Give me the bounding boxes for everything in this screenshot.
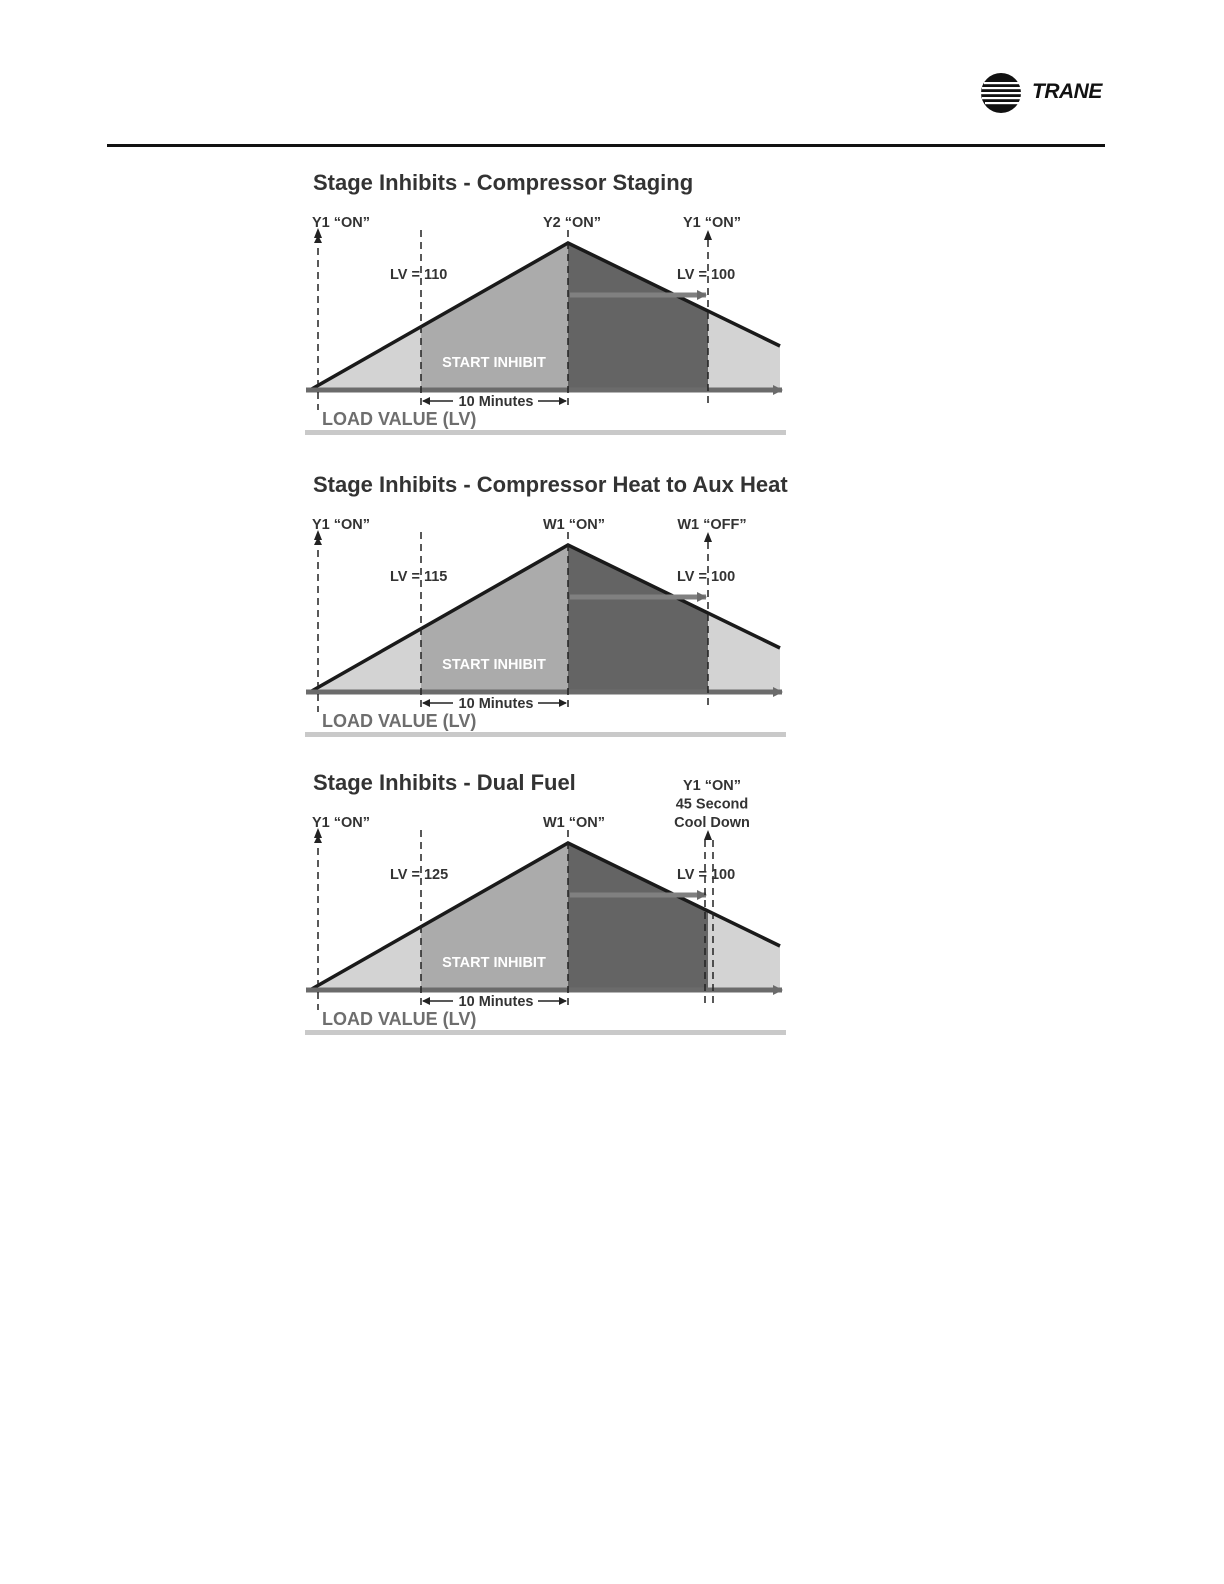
diagram-1 xyxy=(305,170,786,435)
lv-threshold-label: LV = 115 xyxy=(390,569,448,585)
load-value-axis-label: LOAD VALUE (LV) xyxy=(322,711,477,731)
start-event-label: Y1 “ON” xyxy=(312,215,371,231)
diagram-baseline-bar xyxy=(305,430,786,435)
end-event-arrow-icon xyxy=(704,830,712,840)
end-event-label: 45 Second xyxy=(675,796,749,813)
end-event-label: W1 “OFF” xyxy=(677,517,747,533)
diagram-baseline-bar xyxy=(305,1030,786,1035)
load-value-axis-label: LOAD VALUE (LV) xyxy=(322,1009,477,1029)
lv-release-label: LV = 100 xyxy=(677,867,736,883)
start-inhibit-label: START INHIBIT xyxy=(442,657,546,673)
end-event-arrow-icon xyxy=(704,230,712,240)
post-release-region xyxy=(708,911,780,990)
diagram-title: Stage Inhibits - Compressor Heat to Aux Heat xyxy=(313,472,788,497)
duration-label: 10 Minutes xyxy=(458,994,534,1010)
load-value-axis-label: LOAD VALUE (LV) xyxy=(322,409,477,429)
diagram-3 xyxy=(305,770,786,1035)
peak-event-label: W1 “ON” xyxy=(543,815,606,831)
lv-release-label: LV = 100 xyxy=(677,267,736,283)
duration-label: 10 Minutes xyxy=(458,696,534,712)
peak-event-label: W1 “ON” xyxy=(543,517,606,533)
duration-label: 10 Minutes xyxy=(458,394,534,410)
diagram-title: Stage Inhibits - Compressor Staging xyxy=(313,170,694,195)
lv-threshold-label: LV = 110 xyxy=(390,267,448,283)
stage-active-region xyxy=(568,843,708,990)
diagram-2 xyxy=(305,472,788,737)
start-event-label: Y1 “ON” xyxy=(312,815,371,831)
brand-name: TRANE xyxy=(1032,80,1102,103)
diagram-title: Stage Inhibits - Dual Fuel xyxy=(313,770,576,795)
stage-active-region xyxy=(568,243,708,390)
start-inhibit-label: START INHIBIT xyxy=(442,355,546,371)
diagram-baseline-bar xyxy=(305,732,786,737)
end-event-label: Cool Down xyxy=(674,815,750,831)
end-event-label: Y1 “ON” xyxy=(682,215,742,231)
end-event-arrow-icon xyxy=(704,532,712,542)
start-event-label: Y1 “ON” xyxy=(312,517,371,533)
peak-event-label: Y2 “ON” xyxy=(543,215,602,231)
post-release-region xyxy=(708,311,780,390)
end-event-label: Y1 “ON” xyxy=(682,778,742,794)
post-release-region xyxy=(708,613,780,692)
stage-active-region xyxy=(568,545,708,692)
lv-threshold-label: LV = 125 xyxy=(390,867,449,883)
lv-release-label: LV = 100 xyxy=(677,569,736,585)
start-inhibit-label: START INHIBIT xyxy=(442,955,546,971)
